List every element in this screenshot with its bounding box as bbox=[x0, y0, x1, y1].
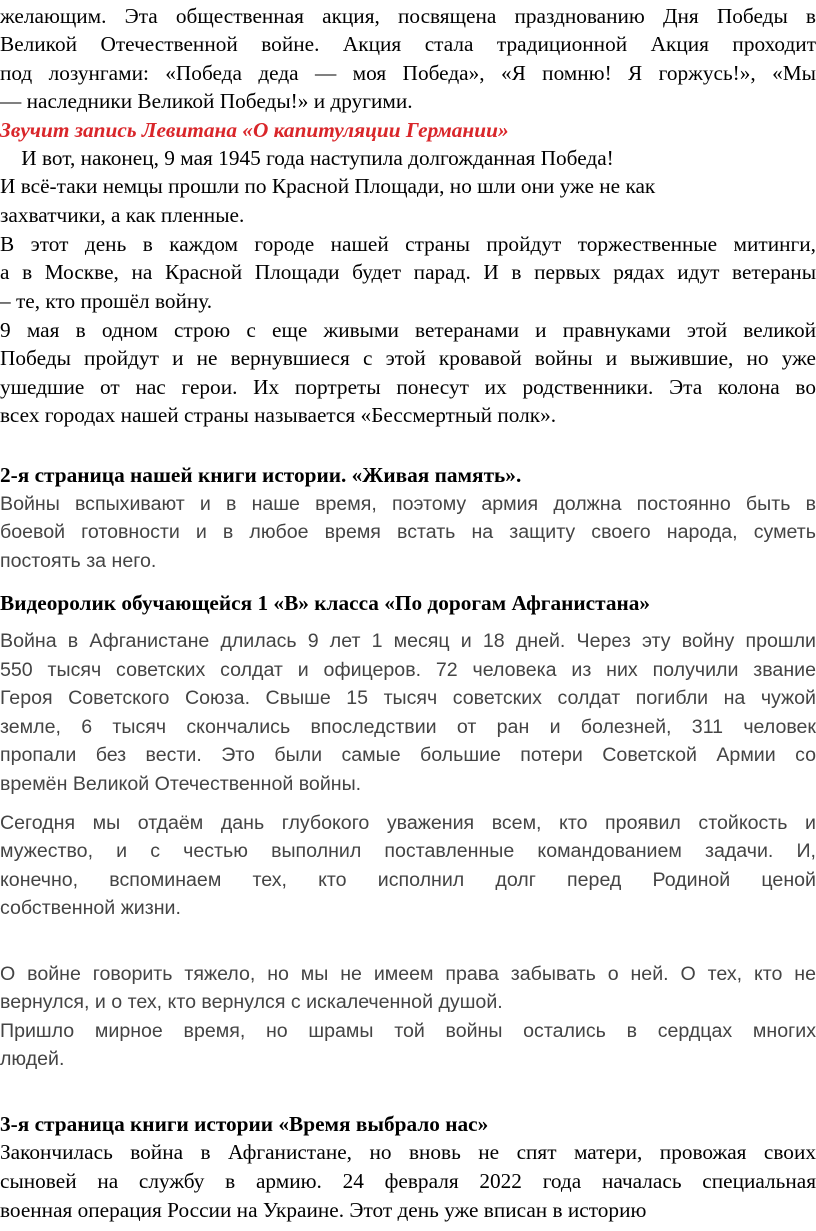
text-line: Война в Афганистане длилась 9 лет 1 месяц и 18 дней. Через эту войну прошли bbox=[0, 630, 816, 652]
text-line: людей. bbox=[0, 1048, 65, 1070]
text-line: мужество, и с честью выполнил поставленные командованием задачи. И, bbox=[0, 840, 816, 862]
text-line: желающим. Эта общественная акция, посвящена празднованию Дня Победы в bbox=[0, 4, 816, 28]
text-line: времён Великой Отечественной войны. bbox=[0, 773, 362, 795]
text-line: собственной жизни. bbox=[0, 897, 181, 919]
section-heading: Видеоролик обучающейся 1 «В» класса «По дорогам Афганистана» bbox=[0, 591, 651, 615]
text-line: И вот, наконец, 9 мая 1945 года наступила долгожданная Победа! bbox=[0, 146, 614, 170]
text-line: постоять за него. bbox=[0, 550, 157, 572]
text-line: ушедшие от нас герои. Их портреты понесут их родственники. Эта колона во bbox=[0, 375, 816, 399]
text-line: земле, 6 тысяч скончались впоследствии от ран и болезней, 311 человек bbox=[0, 716, 816, 738]
text-line: сыновей на службу в армию. 24 февраля 2022 года началась специальная bbox=[0, 1169, 816, 1193]
text-line: всех городах нашей страны называется «Бессмертный полк». bbox=[0, 403, 557, 427]
text-line: И всё-таки немцы прошли по Красной Площади, но шли они уже не как bbox=[0, 174, 656, 198]
text-line: конечно, вспоминаем тех, кто исполнил долг перед Родиной ценой bbox=[0, 869, 816, 891]
text-line: военная операция России на Украине. Этот день уже вписан в историю bbox=[0, 1198, 647, 1222]
section-heading: 2-я страница нашей книги истории. «Живая память». bbox=[0, 463, 522, 487]
text-line: вернулся, и о тех, кто вернулся с искалеченной душой. bbox=[0, 991, 503, 1013]
text-line: под лозунгами: «Победа деда — моя Победа», «Я помню! Я горжусь!», «Мы bbox=[0, 61, 816, 85]
text-line: захватчики, а как пленные. bbox=[0, 203, 245, 227]
text-line: боевой готовности и в любое время встать на защиту своего народа, суметь bbox=[0, 521, 816, 543]
text-line: 9 мая в одном строю с еще живыми ветеранами и правнуками этой великой bbox=[0, 318, 816, 342]
text-line: Войны вспыхивают и в наше время, поэтому армия должна постоянно быть в bbox=[0, 493, 816, 515]
text-line: – те, кто прошёл войну. bbox=[0, 289, 213, 313]
text-line: В этот день в каждом городе нашей страны пройдут торжественные митинги, bbox=[0, 232, 816, 256]
text-line: Сегодня мы отдаём дань глубокого уважения всем, кто проявил стойкость и bbox=[0, 812, 816, 834]
text-line: Пришло мирное время, но шрамы той войны остались в сердцах многих bbox=[0, 1020, 816, 1042]
text-line: а в Москве, на Красной Площади будет парад. И в первых рядах идут ветераны bbox=[0, 260, 816, 284]
text-line: Героя Советского Союза. Свыше 15 тысяч советских солдат погибли на чужой bbox=[0, 687, 816, 709]
text-line: Великой Отечественной войне. Акция стала традиционной Акция проходит bbox=[0, 32, 816, 56]
text-line: Победы пройдут и не вернувшиеся с этой кровавой войны и выжившие, но уже bbox=[0, 346, 816, 370]
audio-cue-heading: Звучит запись Левитана «О капитуляции Германии» bbox=[0, 118, 509, 142]
text-line: пропали без вести. Это были самые большие потери Советской Армии со bbox=[0, 744, 816, 766]
text-line: 550 тысяч советских солдат и офицеров. 72 человека из них получили звание bbox=[0, 659, 816, 681]
text-line: Закончилась война в Афганистане, но вновь не спят матери, провожая своих bbox=[0, 1140, 816, 1164]
section-heading: 3-я страница книги истории «Время выбрало нас» bbox=[0, 1112, 489, 1136]
text-line: — наследники Великой Победы!» и другими. bbox=[0, 89, 413, 113]
text-line: О войне говорить тяжело, но мы не имеем права забывать о ней. О тех, кто не bbox=[0, 963, 816, 985]
